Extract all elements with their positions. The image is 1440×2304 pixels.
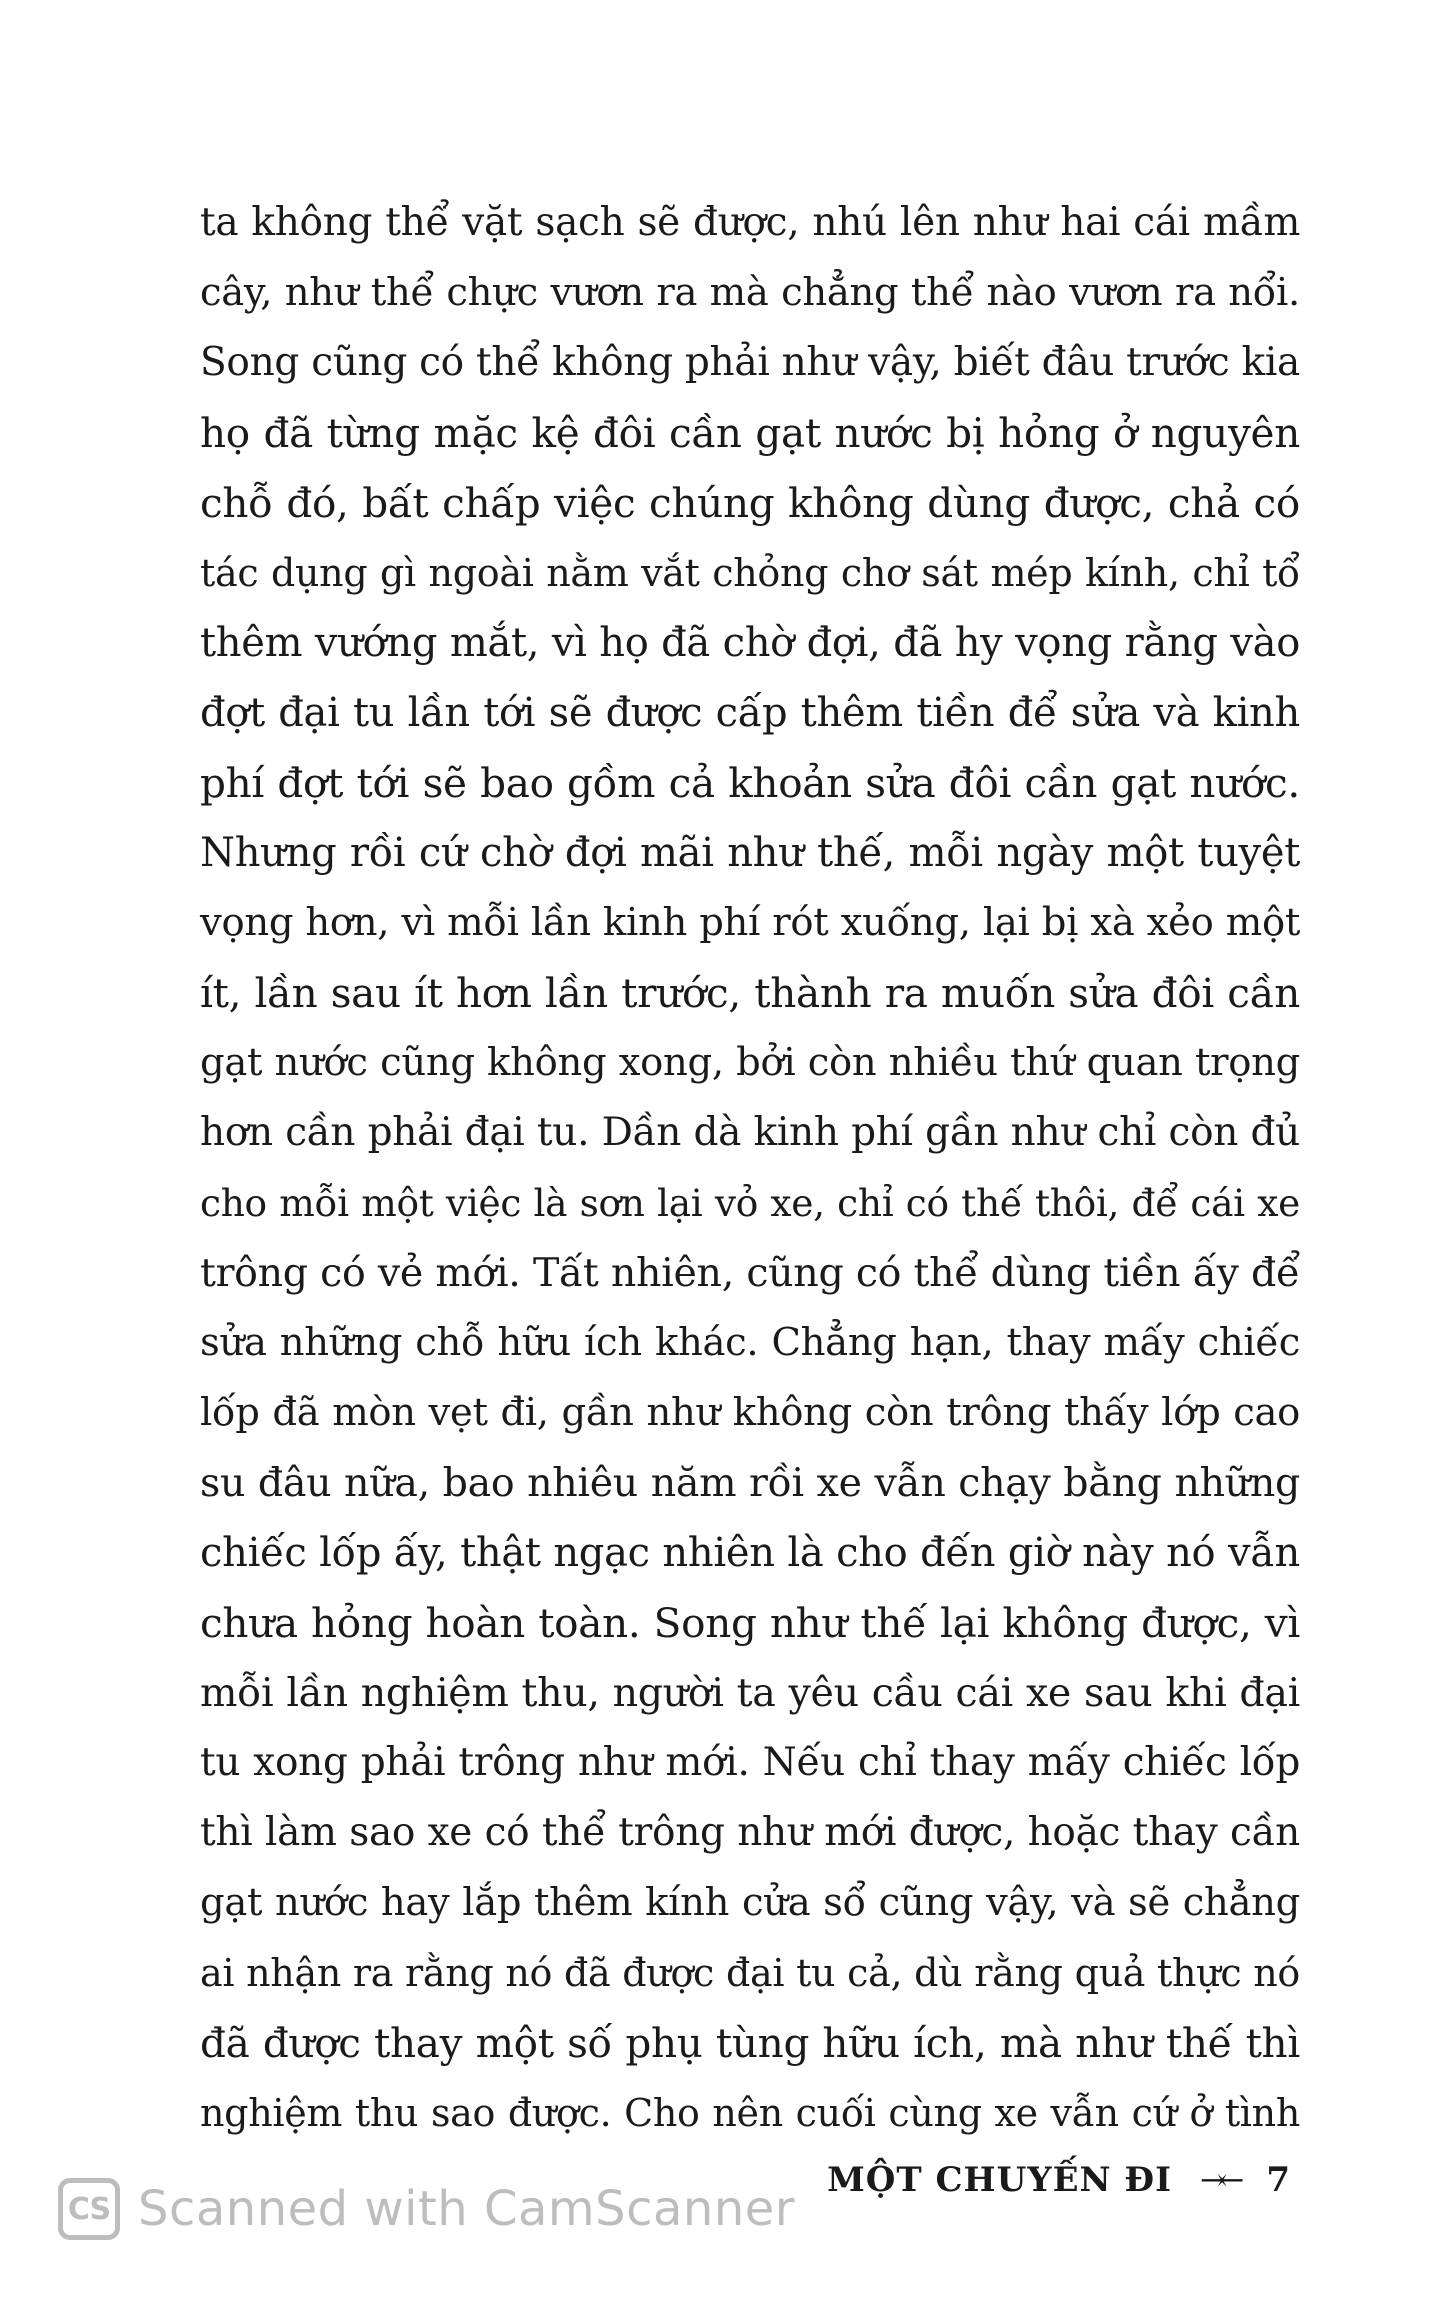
running-title: MỘT CHUYẾN ĐI	[827, 2160, 1173, 2200]
text-line-15: cho mỗi một việc là sơn lại vỏ xe, chỉ có thế thôi, để cái xe	[200, 1181, 1300, 1225]
text-line-6: tác dụng gì ngoài nằm vắt chỏng chơ sát mép kính, chỉ tổ	[200, 551, 1300, 595]
text-line-3: Song cũng có thể không phải như vậy, biết đâu trước kia	[200, 340, 1300, 385]
text-line-28: nghiệm thu sao được. Cho nên cuối cùng xe vẫn cứ ở tình	[200, 2091, 1300, 2135]
text-line-18: lốp đã mòn vẹt đi, gần như không còn trông thấy lớp cao	[200, 1390, 1300, 1435]
text-line-16: trông có vẻ mới. Tất nhiên, cũng có thể dùng tiền ấy để	[200, 1250, 1300, 1296]
camscanner-watermark	[58, 2178, 795, 2240]
text-line-9: phí đợt tới sẽ bao gồm cả khoản sửa đôi cần gạt nước.	[200, 759, 1300, 807]
text-line-12: ít, lần sau ít hơn lần trước, thành ra muốn sửa đôi cần	[200, 969, 1300, 1017]
text-line-20: chiếc lốp ấy, thật ngạc nhiên là cho đến giờ này nó vẫn	[200, 1530, 1300, 1576]
text-line-2: cây, như thể chực vươn ra mà chẳng thể nào vươn ra nổi.	[200, 270, 1300, 315]
text-line-11: vọng hơn, vì mỗi lần kinh phí rót xuống, lại bị xà xẻo một	[200, 900, 1300, 945]
watermark-text: Scanned with CamScanner	[138, 2181, 796, 2237]
camscanner-logo-icon: CS	[58, 2178, 120, 2240]
text-line-1: ta không thể vặt sạch sẽ được, nhú lên như hai cái mầm	[200, 200, 1300, 245]
text-line-25: gạt nước hay lắp thêm kính cửa sổ cũng vậy, và sẽ chẳng	[200, 1880, 1300, 1925]
text-line-5: chỗ đó, bất chấp việc chúng không dùng được, chả có	[200, 479, 1300, 527]
text-line-14: hơn cần phải đại tu. Dần dà kinh phí gần như chỉ còn đủ	[200, 1110, 1300, 1155]
text-line-7: thêm vướng mắt, vì họ đã chờ đợi, đã hy vọng rằng vào	[200, 620, 1300, 666]
text-line-27: đã được thay một số phụ tùng hữu ích, mà như thế thì	[200, 2019, 1300, 2067]
text-line-22: mỗi lần nghiệm thu, người ta yêu cầu cái xe sau khi đại	[200, 1670, 1300, 1716]
text-line-24: thì làm sao xe có thể trông như mới được, hoặc thay cần	[200, 1810, 1300, 1855]
text-line-19: su đâu nữa, bao nhiêu năm rồi xe vẫn chạy bằng những	[200, 1460, 1300, 1506]
text-line-8: đợt đại tu lần tới sẽ được cấp thêm tiền để sửa và kinh	[200, 690, 1300, 736]
text-line-10: Nhưng rồi cứ chờ đợi mãi như thế, mỗi ngày một tuyệt	[200, 830, 1300, 876]
text-line-13: gạt nước cũng không xong, bởi còn nhiều thứ quan trọng	[200, 1040, 1300, 1085]
body-text	[200, 188, 1300, 2148]
text-line-17: sửa những chỗ hữu ích khác. Chẳng hạn, thay mấy chiếc	[200, 1320, 1300, 1365]
text-line-23: tu xong phải trông như mới. Nếu chỉ thay mấy chiếc lốp	[200, 1740, 1300, 1785]
text-line-4: họ đã từng mặc kệ đôi cần gạt nước bị hỏng ở nguyên	[200, 409, 1300, 457]
text-line-26: ai nhận ra rằng nó đã được đại tu cả, dù rằng quả thực nó	[200, 1951, 1300, 1995]
page-footer	[827, 2160, 1290, 2200]
text-line-21: chưa hỏng hoàn toàn. Song như thế lại không được, vì	[200, 1599, 1300, 1647]
page-number: 7	[1266, 2160, 1290, 2200]
arrow-ornament-icon: →←	[1200, 2162, 1239, 2198]
